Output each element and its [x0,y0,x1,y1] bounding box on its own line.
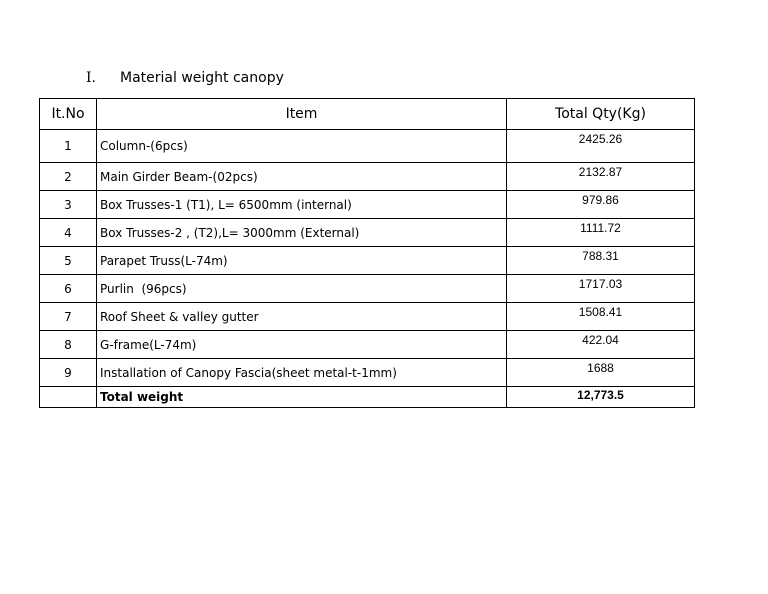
table-row [40,163,695,191]
section-number: I. [86,70,96,86]
row-qty [507,303,695,331]
section-heading [86,70,284,86]
total-number [40,387,97,408]
section-title: Material weight canopy [120,70,284,86]
row-qty-value: 1688 [587,361,614,375]
row-qty-value: 1111.72 [580,221,621,235]
row-item: Roof Sheet & valley gutter [97,303,507,331]
row-qty-value: 2425.26 [578,132,623,146]
row-item: G-frame(L-74m) [97,331,507,359]
header-total-qty: Total Qty(Kg) [507,99,695,130]
row-number: 5 [40,247,97,275]
table-row [40,331,695,359]
header-item-number: It.No [40,99,97,130]
row-number: 9 [40,359,97,387]
row-number: 1 [40,130,97,163]
row-number: 4 [40,219,97,247]
row-item: Main Girder Beam-(02pcs) [97,163,507,191]
row-item: Column-(6pcs) [97,130,507,163]
table-row [40,359,695,387]
row-qty [507,130,695,163]
header-item: Item [97,99,507,130]
row-qty-value: 979.86 [582,193,619,207]
row-qty [507,191,695,219]
total-qty-value: 12,773.5 [577,388,624,402]
row-item: Box Trusses-1 (T1), L= 6500mm (internal) [97,191,507,219]
row-qty [507,247,695,275]
row-number: 6 [40,275,97,303]
row-item: Box Trusses-2 , (T2),L= 3000mm (External) [97,219,507,247]
table-row [40,275,695,303]
total-label: Total weight [97,387,507,408]
row-qty-value: 1508.41 [578,305,623,319]
table-row [40,130,695,163]
row-qty [507,359,695,387]
row-qty-value: 788.31 [582,249,619,263]
row-number: 8 [40,331,97,359]
row-qty [507,219,695,247]
row-qty [507,331,695,359]
row-qty [507,163,695,191]
row-number: 7 [40,303,97,331]
row-number: 3 [40,191,97,219]
row-number: 2 [40,163,97,191]
row-qty-value: 2132.87 [578,165,623,179]
row-item: Purlin (96pcs) [97,275,507,303]
row-item: Installation of Canopy Fascia(sheet metal-t-1mm) [97,359,507,387]
row-qty-value: 422.04 [582,333,619,347]
row-qty [507,275,695,303]
row-qty-value: 1717.03 [578,277,623,291]
row-item: Parapet Truss(L-74m) [97,247,507,275]
total-row [40,387,695,408]
table-header-row [40,99,695,130]
table-row [40,247,695,275]
total-qty [507,387,695,408]
table-row [40,303,695,331]
table-row [40,191,695,219]
material-weight-table [39,98,695,408]
table-row [40,219,695,247]
